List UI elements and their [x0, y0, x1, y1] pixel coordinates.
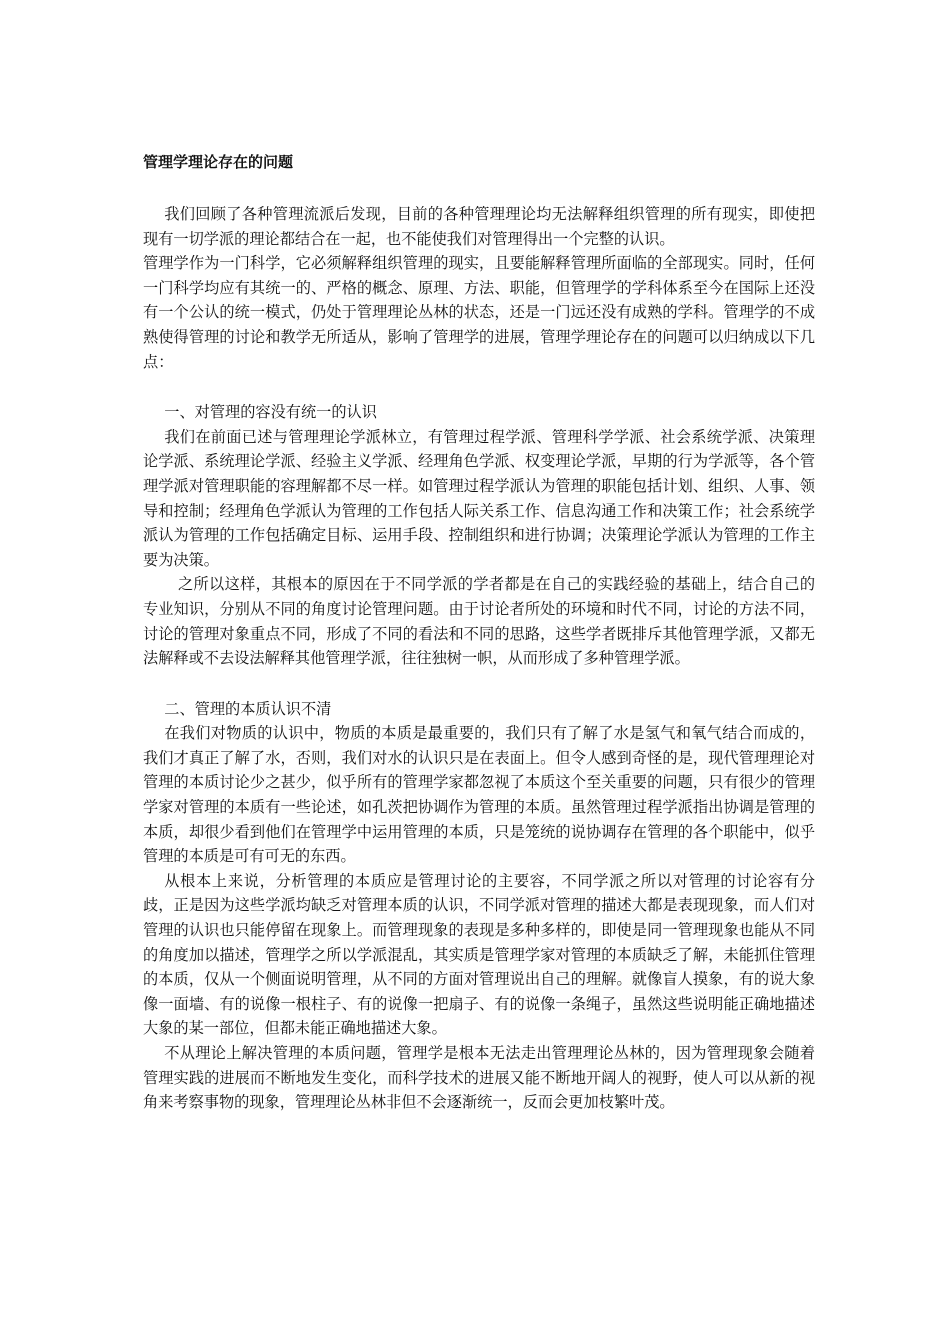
- section-2-paragraph-3: 不从理论上解决管理的本质问题，管理学是根本无法走出管理理论丛林的，因为管理现象会随着管理实践的进展而不断地发生变化，而科学技术的进展又能不断地开阔人的视野，使人可以从新的视角来考察事物的现象，管理理论丛林非但不会逐渐统一，反而会更加枝繁叶茂。: [143, 1044, 815, 1112]
- intro-paragraph-2: 管理学作为一门科学，它必须解释组织管理的现实，且要能解释管理所面临的全部现实。同时，任何一门科学均应有其统一的、严格的概念、原理、方法、职能，但管理学的学科体系至今在国际上还没有一个公认的统一模式，仍处于管理理论丛林的状态，还是一门远还没有成熟的学科。管理学的不成熟使得管理的讨论和教学无所适从，影响了管理学的进展，管理学理论存在的问题可以归纳成以下几点：: [143, 254, 815, 371]
- spacer: [143, 671, 815, 697]
- spacer: [143, 174, 815, 202]
- section-2-heading: 二、管理的本质认识不清: [164, 699, 332, 718]
- spacer: [143, 374, 815, 400]
- section-1-heading: 一、对管理的容没有统一的认识: [164, 403, 377, 422]
- section-1-paragraph-2: 之所以这样，其根本的原因在于不同学派的学者都是在自己的实践经验的基础上，结合自己的专业知识，分别从不同的角度讨论管理问题。由于讨论者所处的环境和时代不同，讨论的方法不同，讨论的管理对象重点不同，形成了不同的看法和不同的思路，这些学者既排斥其他管理学派，又都无法解释或不去设法解释其他管理学派，往往独树一帜，从而形成了多种管理学派。: [143, 575, 815, 668]
- section-2-paragraph-2: 从根本上来说，分析管理的本质应是管理讨论的主要容，不同学派之所以对管理的讨论容有分歧，正是因为这些学派均缺乏对管理本质的认识，不同学派对管理的描述大都是表现现象，而人们对管理的认识也只能停留在现象上。而管理现象的表现是多种多样的，即使是同一管理现象也能从不同的角度加以描述，管理学之所以学派混乱，其实质是管理学家对管理的本质缺乏了解，未能抓住管理的本质，仅从一个侧面说明管理，从不同的方面对管理说出自己的理解。就像盲人摸象，有的说大象像一面墙、有的说像一根柱子、有的说像一把扇子、有的说像一条绳子，虽然这些说明能正确地描述大象的某一部位，但都未能正确地描述大象。: [143, 871, 815, 1038]
- section-2-paragraph-1: 在我们对物质的认识中，物质的本质是最重要的，我们只有了解了水是氢气和氧气结合而成的，我们才真正了解了水，否则，我们对水的认识只是在表面上。但令人感到奇怪的是，现代管理理论对管理的本质讨论少之甚少，似乎所有的管理学家都忽视了本质这个至关重要的问题，只有很少的管理学家对管理的本质有一些论述，如孔茨把协调作为管理的本质。虽然管理过程学派指出协调是管理的本质，却很少看到他们在管理学中运用管理的本质，只是笼统的说协调存在管理的各个职能中，似乎管理的本质是可有可无的东西。: [143, 724, 815, 866]
- intro-paragraph-1: 我们回顾了各种管理流派后发现，目前的各种管理理论均无法解释组织管理的所有现实，即使把现有一切学派的理论都结合在一起，也不能使我们对管理得出一个完整的认识。: [143, 205, 815, 248]
- section-1-paragraph-1: 我们在前面已述与管理理论学派林立，有管理过程学派、管理科学学派、社会系统学派、决策理论学派、系统理论学派、经验主义学派、经理角色学派、权变理论学派，早期的行为学派等，各个管理学派对管理职能的容理解都不尽一样。如管理过程学派认为管理的职能包括计划、组织、人事、领导和控制；经理角色学派认为管理的工作包括人际关系工作、信息沟通工作和决策工作；社会系统学派认为管理的工作包括确定目标、运用手段、控制组织和进行协调；决策理论学派认为管理的工作主要为决策。: [143, 427, 815, 569]
- document-title: 管理学理论存在的问题: [143, 153, 294, 171]
- document-page: [143, 150, 815, 1115]
